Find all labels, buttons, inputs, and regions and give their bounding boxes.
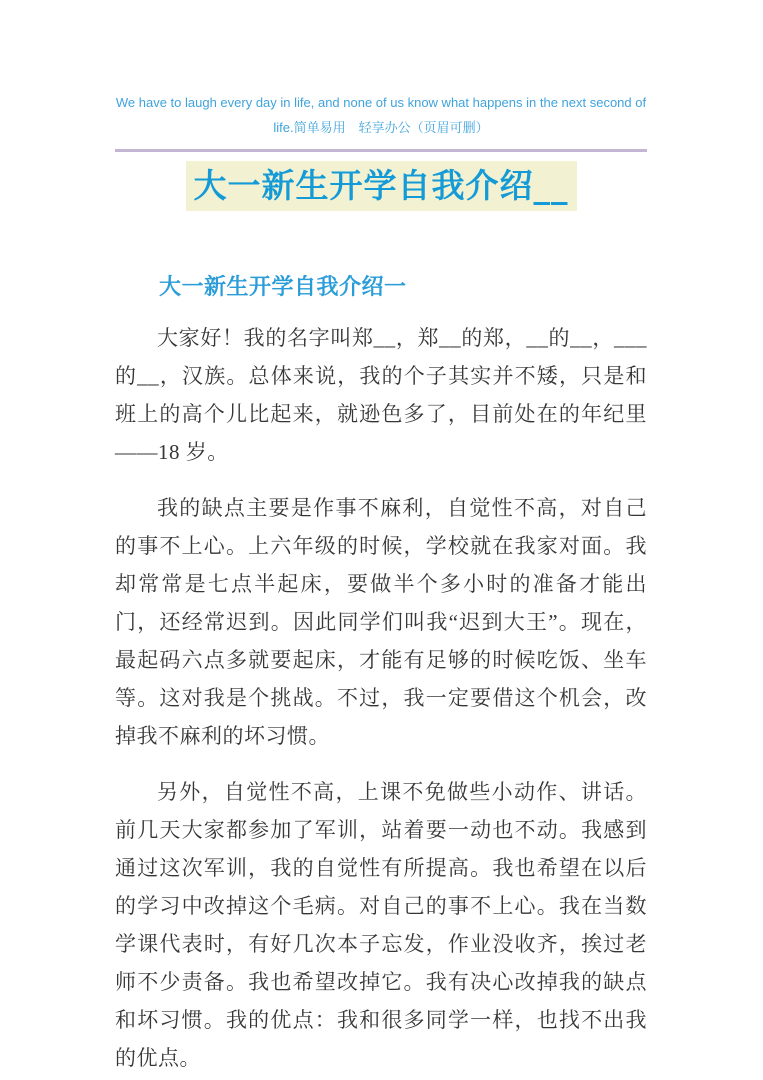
header-rule-divider (115, 149, 647, 152)
title-highlight: 大一新生开学自我介绍__ (186, 161, 577, 211)
body-paragraph-1: 大家好！我的名字叫郑__，郑__的郑，__的__，___的__，汉族。总体来说，我的个子其实并不矮，只是和班上的高个儿比起来，就逊色多了，目前处在的年纪里——18 岁。 (115, 326, 647, 464)
body-paragraph-2: 我的缺点主要是作事不麻利，自觉性不高，对自己的事不上心。上六年级的时候，学校就在我家对面。我却常常是七点半起床，要做半个多小时的准备才能出门，还经常迟到。因此同学们叫我“迟到大王”。现在，最起码六点多就要起床，才能有足够的时候吃饭、坐车等。这对我是个挑战。不过，我一定要借这个机会，改掉我不麻利的坏习惯。 (115, 496, 647, 748)
document-title (115, 161, 647, 211)
section-heading: 大一新生开学自我介绍一 (159, 274, 407, 299)
page-header-text: We have to laugh every day in life, and none of us know what happens in the next second of life.简单易用 轻享办公（页眉可删） (115, 95, 647, 135)
body-paragraph-3: 另外，自觉性不高，上课不免做些小动作、讲话。前几天大家都参加了军训，站着要一动也不动。我感到通过这次军训，我的自觉性有所提高。我也希望在以后的学习中改掉这个毛病。对自己的事不上心。我在当数学课代表时，有好几次本子忘发，作业没收齐，挨过老师不少责备。我也希望改掉它。我有决心改掉我的缺点和坏习惯。我的优点：我和很多同学一样，也找不出我的优点。 (115, 780, 647, 1070)
